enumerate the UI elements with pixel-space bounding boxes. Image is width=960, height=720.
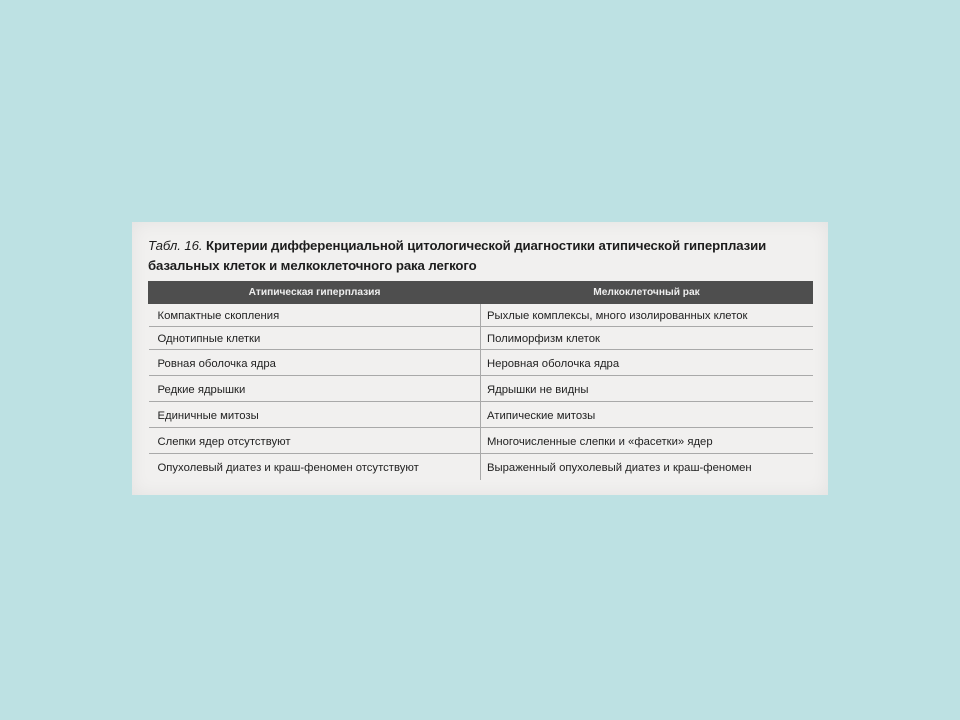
table-title: Критерии дифференциальной цитологической диагностики атипической гиперплазии базальных клеток и мелкоклеточного рака легкого xyxy=(148,238,767,273)
header-small-cell-cancer: Мелкоклеточный рак xyxy=(481,282,813,304)
cell-hyperplasia: Компактные скопления xyxy=(149,304,481,327)
cell-cancer: Полиморфизм клеток xyxy=(481,327,813,350)
table-number: Табл. 16. xyxy=(148,238,203,253)
cell-hyperplasia: Слепки ядер отсутствуют xyxy=(149,428,481,454)
cell-cancer: Выраженный опухолевый диатез и краш-феномен xyxy=(481,454,813,481)
cell-cancer: Рыхлые комплексы, много изолированных клеток xyxy=(481,304,813,327)
table-row xyxy=(149,402,813,428)
cell-cancer: Ядрышки не видны xyxy=(481,376,813,402)
table-header-row xyxy=(149,282,813,304)
cell-cancer: Многочисленные слепки и «фасетки» ядер xyxy=(481,428,813,454)
table-caption xyxy=(148,236,818,276)
cell-hyperplasia: Однотипные клетки xyxy=(149,327,481,350)
table-row xyxy=(149,327,813,350)
comparison-table xyxy=(148,281,813,480)
cell-hyperplasia: Ровная оболочка ядра xyxy=(149,350,481,376)
cell-hyperplasia: Единичные митозы xyxy=(149,402,481,428)
header-atypical-hyperplasia: Атипическая гиперплазия xyxy=(149,282,481,304)
cell-cancer: Атипические митозы xyxy=(481,402,813,428)
table-row xyxy=(149,376,813,402)
table-row xyxy=(149,454,813,481)
cell-cancer: Неровная оболочка ядра xyxy=(481,350,813,376)
table-row xyxy=(149,304,813,327)
cell-hyperplasia: Опухолевый диатез и краш-феномен отсутствуют xyxy=(157,462,419,474)
table-row xyxy=(149,428,813,454)
table-row xyxy=(149,350,813,376)
cell-hyperplasia: Редкие ядрышки xyxy=(149,376,481,402)
scanned-table-image xyxy=(132,222,828,495)
